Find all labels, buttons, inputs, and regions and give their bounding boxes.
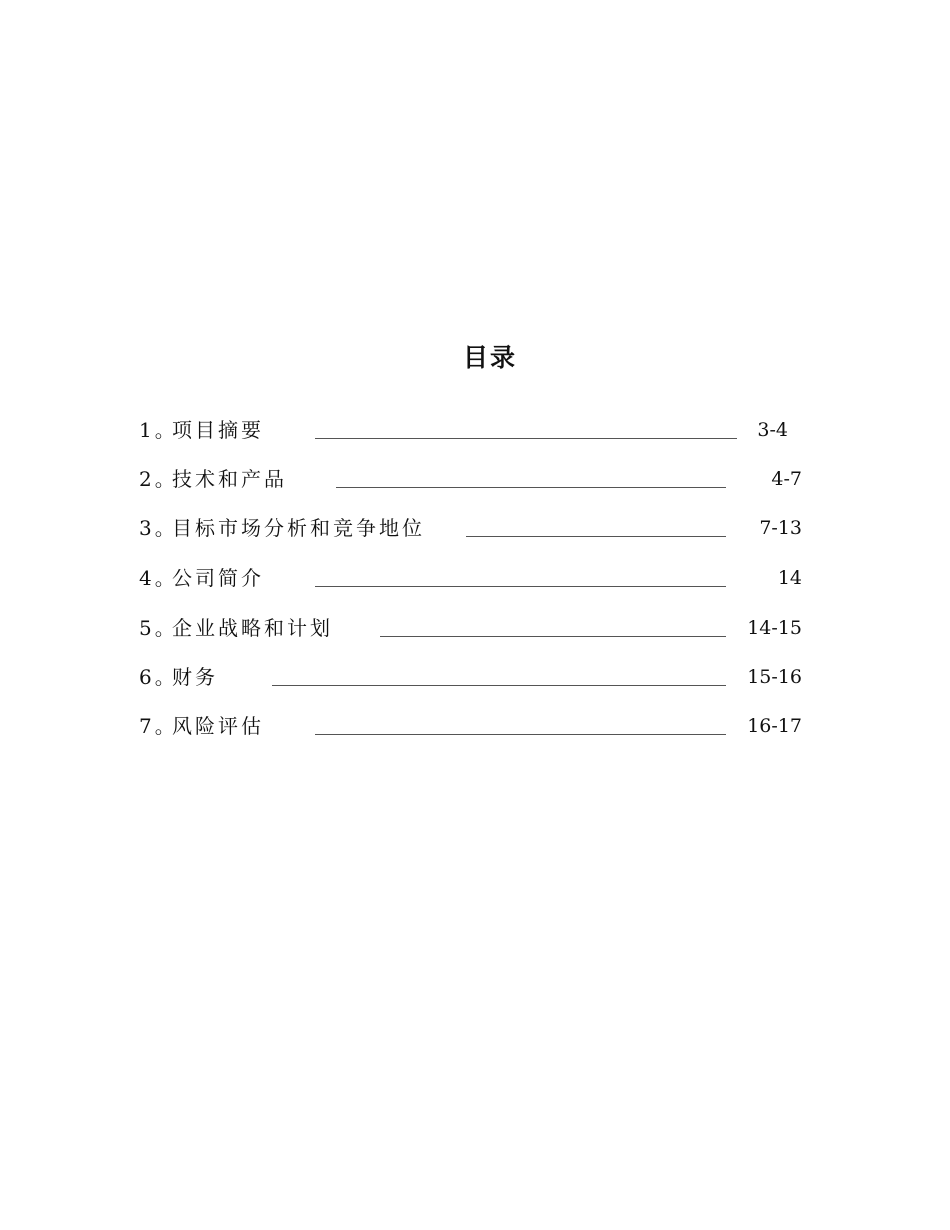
toc-entry-7 [0, 712, 950, 742]
toc-entry-5 [0, 614, 950, 644]
toc-leader-line [315, 438, 737, 439]
toc-leader-line [272, 685, 726, 686]
toc-entry-pages: 7-13 [759, 517, 802, 539]
toc-entry-label: 财务 [172, 665, 218, 689]
toc-leader-line [336, 487, 726, 488]
toc-entry-label: 技术和产品 [172, 467, 287, 491]
toc-entry-number: 4。 [139, 566, 178, 590]
toc-entry-pages: 3-4 [757, 419, 788, 441]
toc-entry-number: 5。 [139, 616, 178, 640]
toc-entry-label: 风险评估 [172, 714, 264, 738]
toc-entry-label: 项目摘要 [172, 418, 264, 442]
toc-entry-number: 6。 [139, 665, 178, 689]
toc-leader-line [466, 536, 726, 537]
toc-entry-label: 企业战略和计划 [172, 616, 333, 640]
toc-entry-label: 目标市场分析和竞争地位 [172, 516, 425, 540]
toc-entry-4 [0, 564, 950, 594]
toc-entry-pages: 14 [777, 567, 802, 589]
toc-leader-line [380, 636, 726, 637]
toc-entry-number: 7。 [139, 714, 178, 738]
toc-entry-2 [0, 465, 950, 495]
toc-entry-1 [0, 416, 950, 446]
toc-entry-pages: 15-16 [747, 666, 802, 688]
toc-entry-6 [0, 663, 950, 693]
toc-entry-label: 公司简介 [172, 566, 264, 590]
toc-entry-pages: 4-7 [771, 468, 802, 490]
toc-leader-line [315, 586, 726, 587]
toc-entry-pages: 16-17 [747, 715, 802, 737]
toc-entry-number: 1。 [139, 418, 178, 442]
toc-leader-line [315, 734, 726, 735]
toc-entry-3 [0, 514, 950, 544]
toc-entry-pages: 14-15 [747, 617, 802, 639]
toc-entry-number: 3。 [139, 516, 178, 540]
toc-title: 目录 [462, 343, 517, 372]
toc-entry-number: 2。 [139, 467, 178, 491]
